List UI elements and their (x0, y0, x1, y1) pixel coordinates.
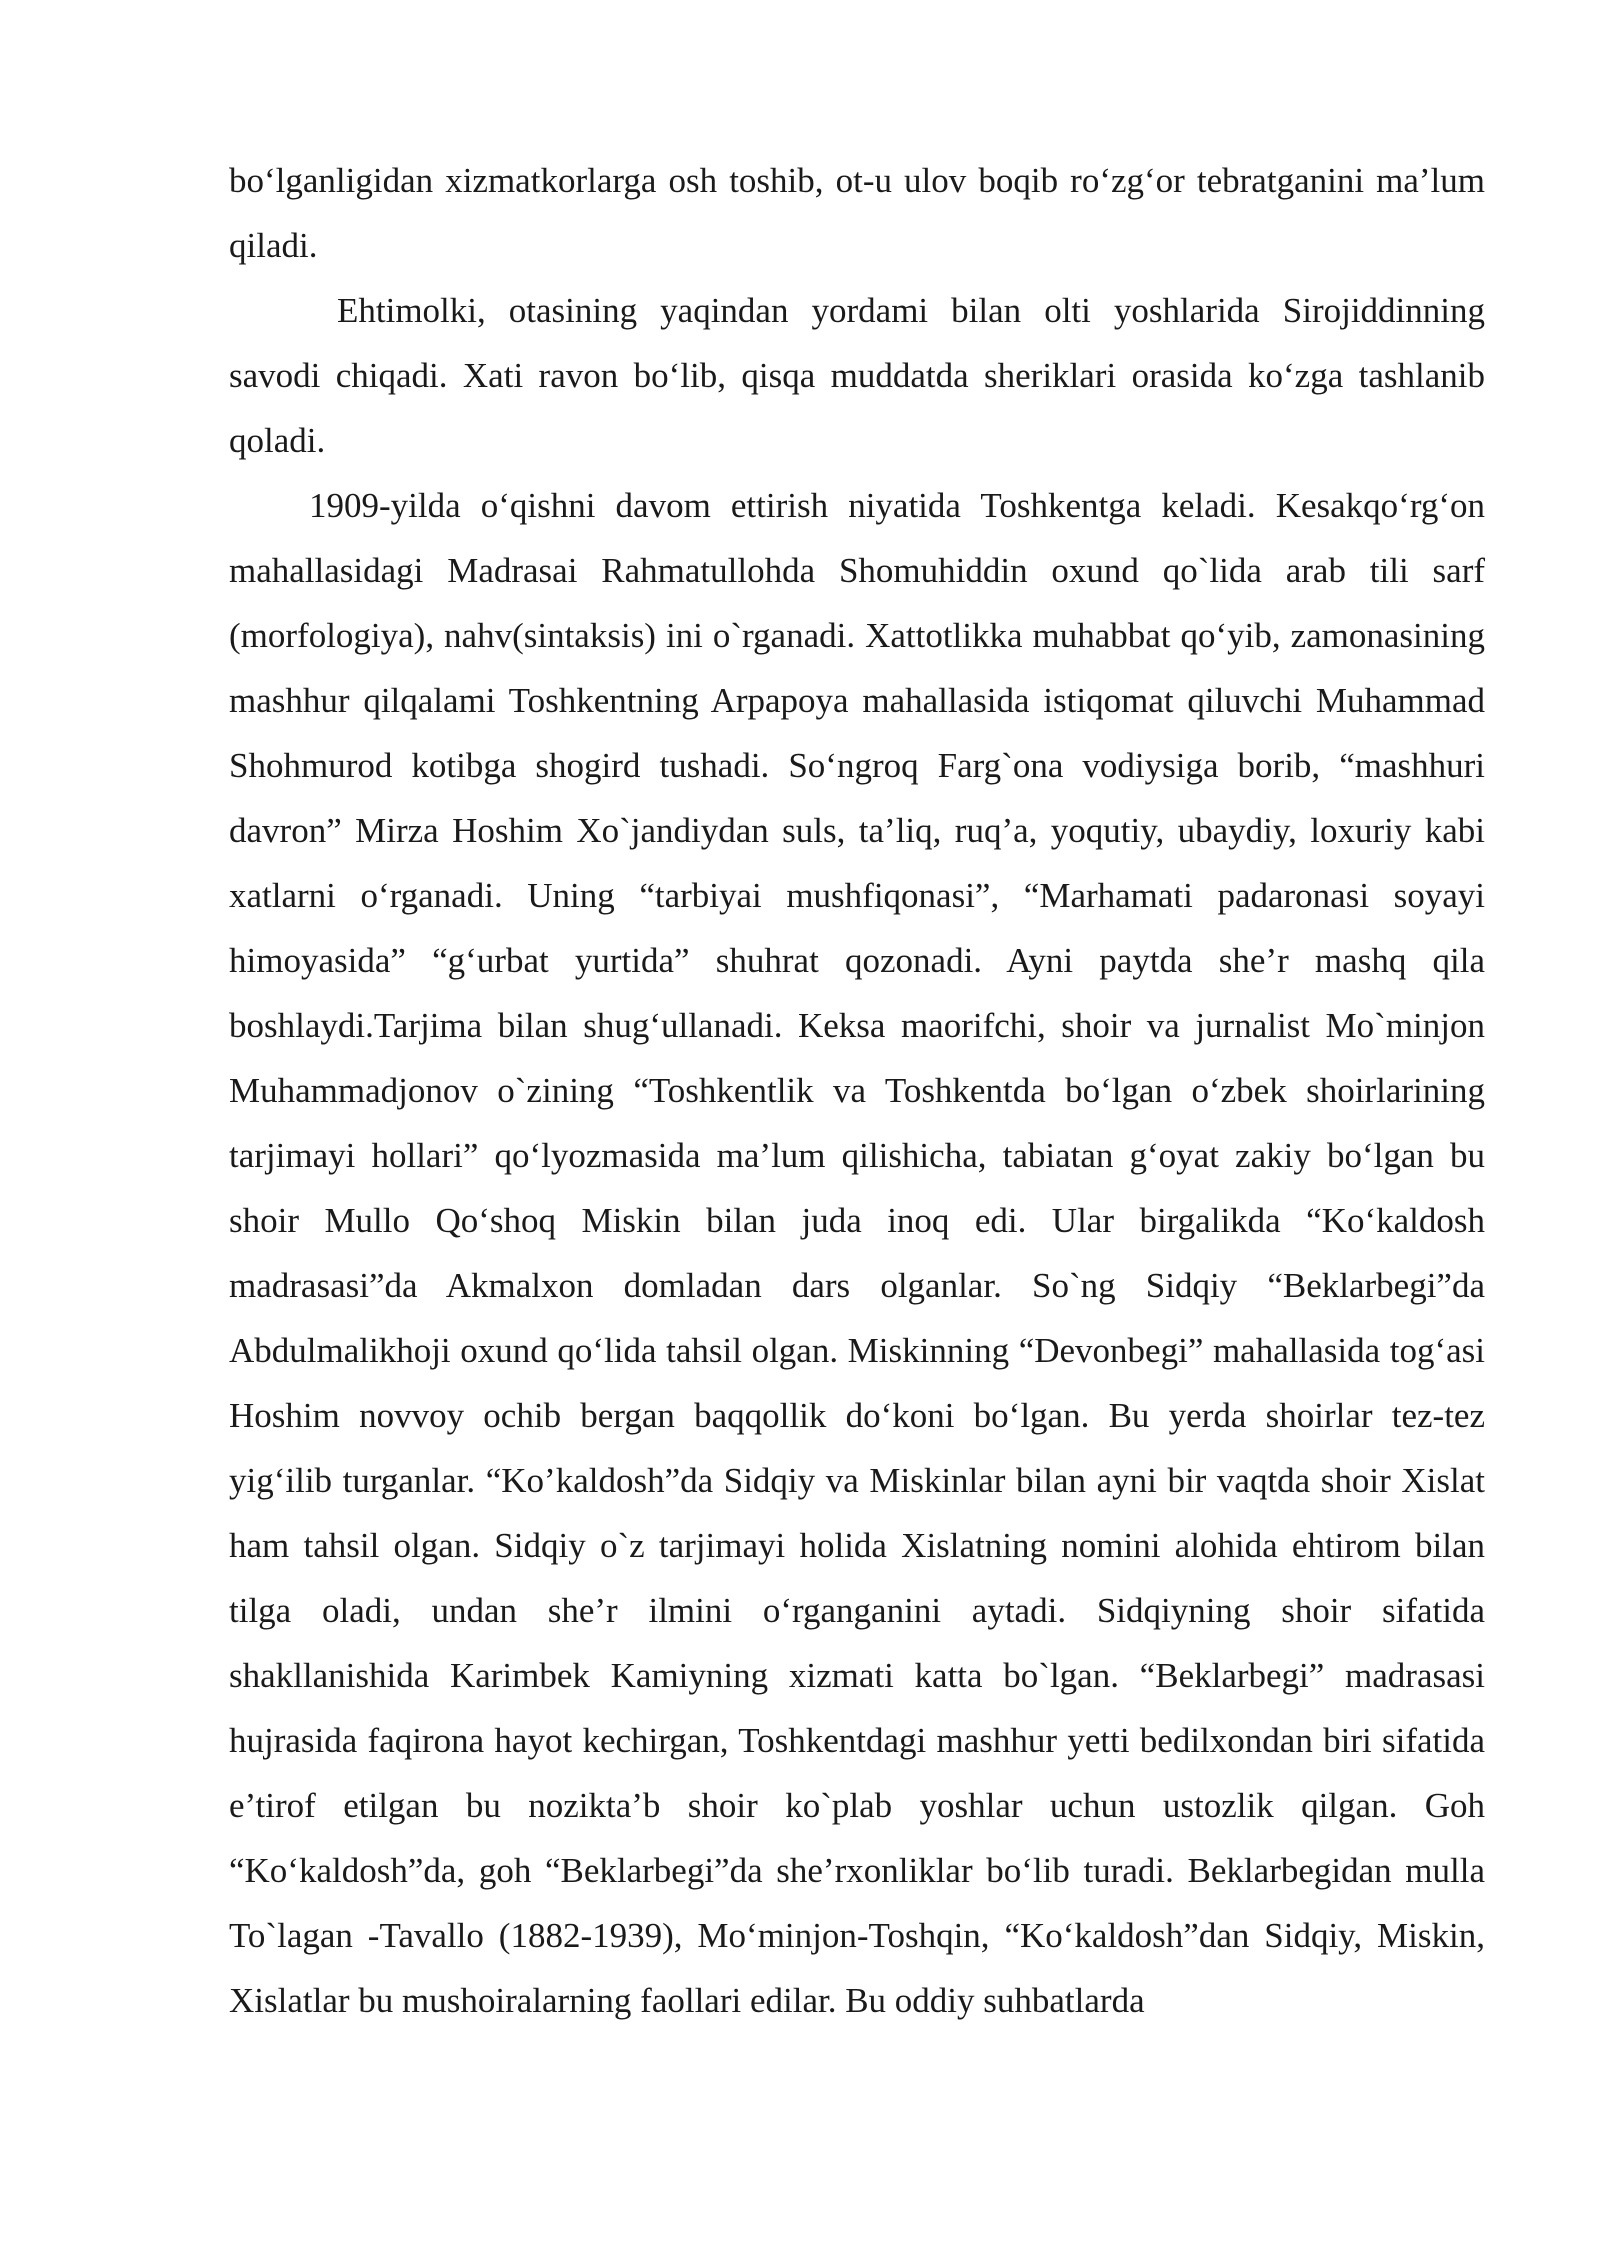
paragraph-tashkent-studies: 1909-yilda o‘qishni davom ettirish niyatida Toshkentga keladi. Kesakqo‘rg‘on mahallasidagi Madrasai Rahmatullohda Shomuhiddin oxund qo`lida arab tili sarf (morfologiya), nahv(sintaksis) ini o`rganadi. Xattotlikka muhabbat qo‘yib, zamonasining mashhur qilqalami Toshkentning Arpapoya mahallasida istiqomat qiluvchi Muhammad Shohmurod kotibga shogird tushadi. So‘ngroq Farg`ona vodiysiga borib, “mashhuri davron” Mirza Hoshim Xo`jandiydan suls, ta’liq, ruq’a, yoqutiy, ubaydiy, loxuriy kabi xatlarni o‘rganadi. Uning “tarbiyai mushfiqonasi”, “Marhamati padaronasi soyayi himoyasida” “g‘urbat yurtida” shuhrat qozonadi. Ayni paytda she’r mashq qila boshlaydi.Tarjima bilan shug‘ullanadi. Keksa maorifchi, shoir va jurnalist Mo`minjon Muhammadjonov o`zining “Toshkentlik va Toshkentda bo‘lgan o‘zbek shoirlarining tarjimayi hollari” qo‘lyozmasida ma’lum qilishicha, tabiatan g‘oyat zakiy bo‘lgan bu shoir Mullo Qo‘shoq Miskin bilan juda inoq edi. Ular birgalikda “Ko‘kaldosh madrasasi”da Akmalxon domladan dars olganlar. So`ng Sidqiy “Beklarbegi”da Abdulmalikhoji oxund qo‘lida tahsil olgan. Miskinning “Devonbegi” mahallasida tog‘asi Hoshim novvoy ochib bergan baqqollik do‘koni bo‘lgan. Bu yerda shoirlar tez-tez yig‘ilib turganlar. “Ko’kaldosh”da Sidqiy va Miskinlar bilan ayni bir vaqtda shoir Xislat ham tahsil olgan. Sidqiy o`z tarjimayi holida Xislatning nomini alohida ehtirom bilan tilga oladi, undan she’r ilmini o‘rganganini aytadi. Sidqiyning shoir sifatida shakllanishida Karimbek Kamiyning xizmati katta bo`lgan. “Beklarbegi” madrasasi hujrasida faqirona hayot kechirgan, Toshkentdagi mashhur yetti bedilxondan biri sifatida e’tirof etilgan bu nozikta’b shoir ko`plab yoshlar uchun ustozlik qilgan. Goh “Ko‘kaldosh”da, goh “Beklarbegi”da she’rxonliklar bo‘lib turadi. Beklarbegidan mulla To`lagan -Tavallo (1882-1939), Mo‘minjon-Toshqin, “Ko‘kaldosh”dan Sidqiy, Miskin, Xislatlar bu mushoiralarning faollari edilar. Bu oddiy suhbatlarda (229, 486, 1485, 2020)
paragraph-continuation: bo‘lganligidan xizmatkorlarga osh toshib, ot-u ulov boqib ro‘zg‘or tebratganini ma’lum qiladi. (229, 161, 1485, 265)
paragraph-literacy: Ehtimolki, otasining yaqindan yordami bilan olti yoshlarida Sirojiddinning savodi chiqadi. Xati ravon bo‘lib, qisqa muddatda sheriklari orasida ko‘zga tashlanib qoladi. (229, 291, 1485, 460)
document-body (229, 148, 1485, 2033)
